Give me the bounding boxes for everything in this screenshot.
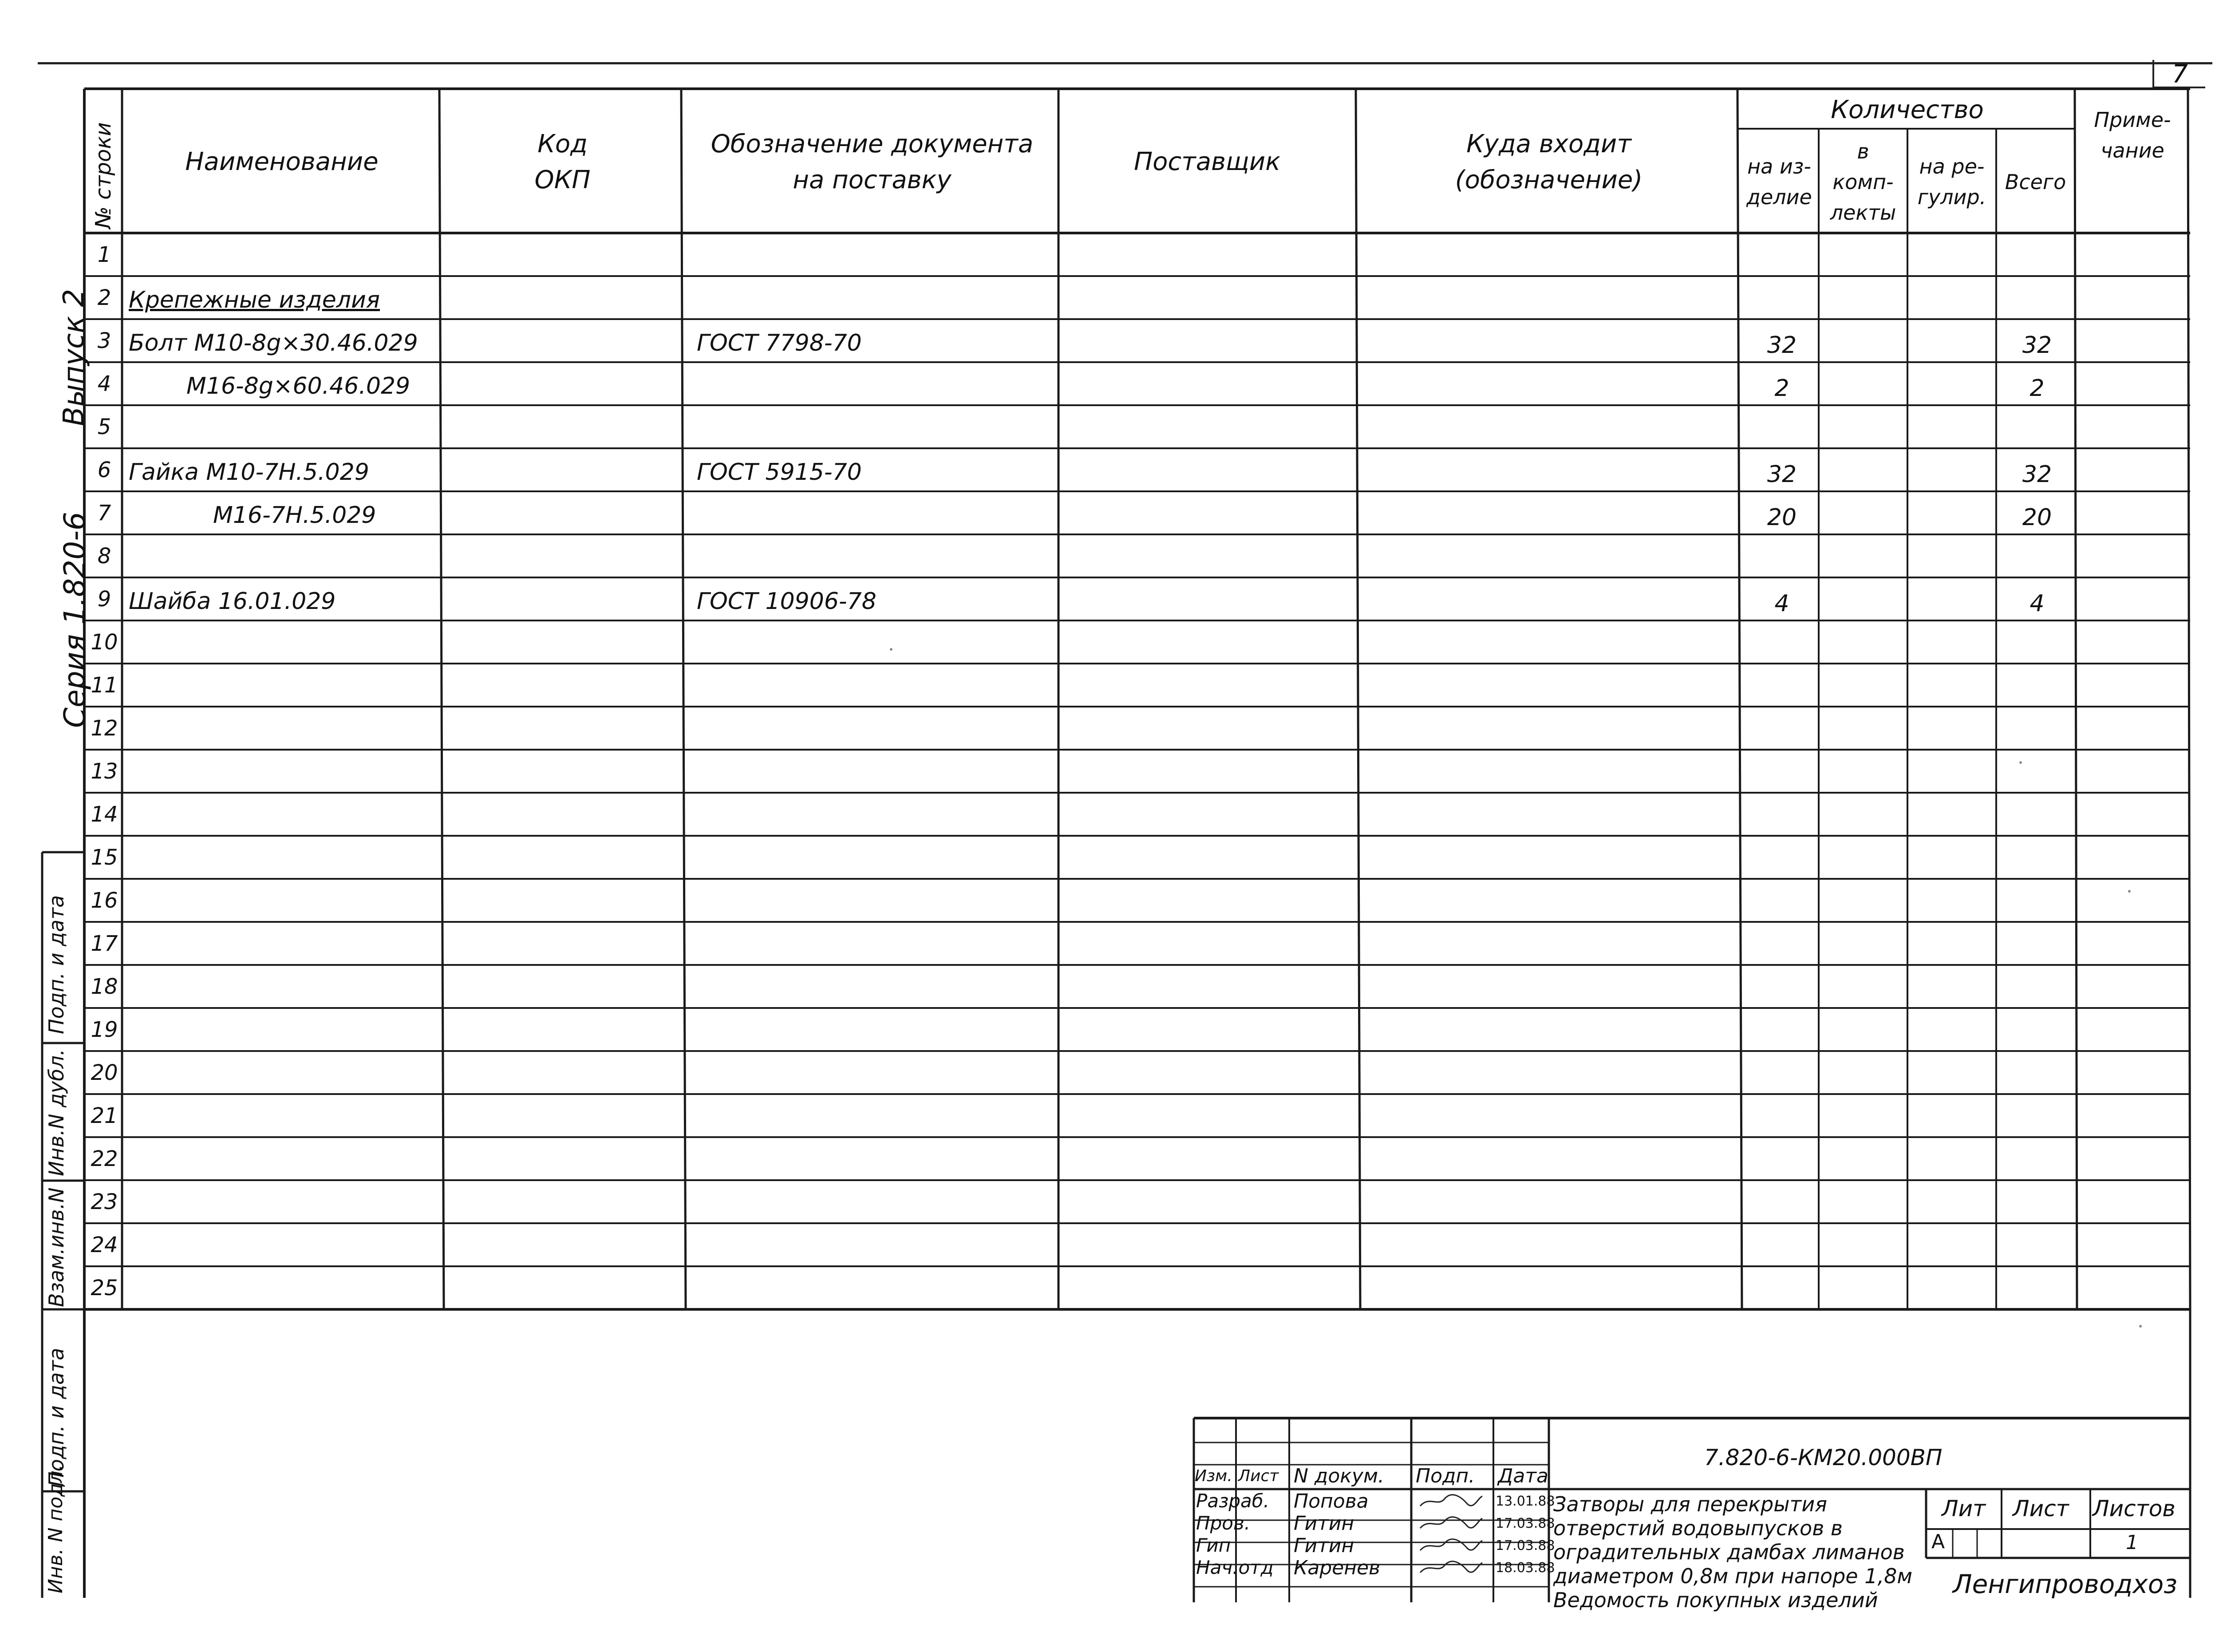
tb-col-docnum: N докум. [1294, 1465, 1385, 1487]
item-name: М16-8g×60.46.029 [186, 372, 411, 399]
signatory-role: Разраб. [1196, 1490, 1270, 1512]
signature-date: 18.03.88 [1496, 1560, 1555, 1576]
qty-total [1999, 405, 2075, 448]
series-label: Серия 1.820-6 [58, 512, 92, 728]
header-note: Приме- чание [2094, 108, 2171, 162]
row-number: 25 [91, 1275, 118, 1300]
signature-date: 17.03.88 [1496, 1538, 1555, 1553]
row-number: 10 [91, 629, 118, 655]
signatory-role: Нач.отд [1196, 1557, 1274, 1578]
row-number: 16 [91, 888, 118, 913]
row-number: 3 [97, 328, 111, 353]
scan-speck [2019, 761, 2022, 764]
title-line: Затворы для перекрытия [1553, 1492, 1827, 1516]
qty-total [1999, 276, 2075, 319]
qty-per-item [1744, 233, 1820, 276]
qty-per-item: 32 [1767, 461, 1797, 488]
item-name: Шайба 16.01.029 [129, 588, 336, 615]
header-qty-total: Всего [2005, 170, 2066, 194]
row-number: 24 [91, 1232, 118, 1257]
lit-label: Лит [1942, 1496, 1986, 1522]
header-qty-item: на из- делие [1746, 154, 1812, 209]
qty-per-item: 32 [1767, 332, 1797, 359]
row-number: 4 [97, 371, 111, 396]
tb-col-change: Изм. [1195, 1467, 1232, 1485]
signatory-name: Гитин [1294, 1534, 1354, 1557]
row-number: 2 [97, 285, 111, 310]
item-name: Крепежные изделия [129, 286, 380, 313]
item-standard [697, 362, 1052, 405]
qty-per-item [1744, 534, 1820, 577]
row-number: 17 [91, 931, 118, 956]
qty-total [1999, 534, 2075, 577]
title-line: Ведомость покупных изделий [1553, 1588, 1878, 1612]
header-row-number: № строки [91, 122, 116, 229]
tb-col-date: Дата [1498, 1465, 1548, 1487]
qty-per-item: 20 [1767, 504, 1797, 531]
item-name: М16-7Н.5.029 [213, 502, 376, 529]
title-line: отверстий водовыпусков в [1553, 1516, 1843, 1540]
header-where: Куда входит (обозначение) [1455, 129, 1643, 194]
row-number: 23 [91, 1189, 118, 1214]
signatory-role: Гип [1196, 1534, 1231, 1556]
qty-total: 4 [2029, 590, 2045, 617]
stamp-replaced-inv: Взам.инв.N [44, 1187, 68, 1307]
row-number: 19 [91, 1017, 118, 1042]
organization-name: Ленгипроводхоз [1953, 1569, 2178, 1599]
header-qty-set: в комп- лекты [1830, 139, 1896, 225]
lit-value: А [1931, 1530, 1945, 1553]
stamp-sign-date-lower: Подп. и дата [44, 1348, 68, 1487]
signatory-role: Пров. [1196, 1512, 1251, 1534]
header-qty-reg: на ре- гулир. [1917, 154, 1986, 209]
qty-total: 32 [2022, 332, 2052, 359]
issue-label: Выпуск 2 [58, 289, 91, 426]
qty-per-item [1744, 276, 1820, 319]
header-okp: Код ОКП [534, 129, 591, 194]
qty-total [1999, 233, 2075, 276]
item-standard [697, 276, 1052, 319]
row-number: 9 [97, 586, 111, 612]
document-designation: 7.820-6-КМ20.000ВП [1704, 1445, 1943, 1470]
row-number: 8 [97, 543, 111, 569]
row-number: 18 [91, 974, 118, 999]
row-number: 22 [91, 1146, 118, 1171]
row-number: 14 [91, 802, 118, 827]
row-number: 5 [97, 414, 111, 439]
row-number: 1 [97, 242, 111, 267]
item-name [129, 233, 435, 276]
title-line: диаметром 0,8м при напоре 1,8м [1553, 1564, 1913, 1588]
sheet-number: 7 [2172, 60, 2188, 89]
handwritten-signature [1418, 1538, 1485, 1552]
document-title [1553, 1492, 1912, 1612]
header-supplier: Поставщик [1133, 147, 1281, 177]
header-quantity: Количество [1831, 95, 1984, 124]
qty-total: 2 [2029, 375, 2045, 402]
item-standard [697, 491, 1052, 534]
row-number: 11 [91, 672, 118, 698]
stamp-sign-date: Подп. и дата [44, 895, 68, 1034]
item-name [129, 534, 435, 577]
row-number: 7 [97, 500, 111, 526]
row-number: 12 [91, 715, 118, 741]
header-doc: Обозначение документа на поставку [711, 129, 1034, 194]
item-standard: ГОСТ 10906-78 [697, 588, 877, 615]
tb-col-sheet: Лист [1238, 1467, 1279, 1485]
scan-speck [2139, 1325, 2142, 1328]
handwritten-signature [1418, 1516, 1485, 1530]
row-number: 21 [91, 1103, 118, 1128]
row-number: 13 [91, 759, 118, 784]
scan-speck [890, 648, 892, 651]
stamp-inv-original: Инв. N подл. [44, 1464, 67, 1593]
signatory-name: Гитин [1294, 1512, 1354, 1535]
qty-per-item [1744, 405, 1820, 448]
item-name: Гайка М10-7Н.5.029 [129, 458, 369, 486]
sheets-value: 1 [2126, 1531, 2138, 1554]
handwritten-signature [1418, 1560, 1485, 1574]
row-number: 15 [91, 845, 118, 870]
item-standard [697, 233, 1052, 276]
qty-per-item: 4 [1774, 590, 1789, 617]
sheet-label: Лист [2013, 1496, 2069, 1522]
signature-date: 13.01.88 [1496, 1494, 1555, 1509]
qty-total: 32 [2022, 461, 2052, 488]
header-name: Наименование [185, 147, 379, 177]
item-standard: ГОСТ 5915-70 [697, 458, 862, 486]
item-standard [697, 534, 1052, 577]
qty-total: 20 [2022, 504, 2052, 531]
item-name [129, 405, 435, 448]
title-line: оградительных дамбах лиманов [1553, 1540, 1905, 1564]
signature-date: 17.03.88 [1496, 1516, 1555, 1531]
stamp-dup-inv: Инв.N дубл. [44, 1049, 68, 1176]
item-name: Болт М10-8g×30.46.029 [129, 329, 418, 356]
item-standard: ГОСТ 7798-70 [697, 329, 862, 356]
tb-col-sign: Подп. [1416, 1465, 1475, 1487]
sheets-label: Листов [2093, 1496, 2176, 1522]
row-number: 6 [97, 457, 111, 482]
qty-per-item: 2 [1774, 375, 1789, 402]
item-standard [697, 405, 1052, 448]
signatory-name: Попова [1294, 1490, 1369, 1513]
handwritten-signature [1418, 1494, 1485, 1508]
row-number: 20 [91, 1060, 118, 1085]
signatory-name: Каренев [1294, 1557, 1380, 1579]
scan-speck [2128, 890, 2131, 893]
